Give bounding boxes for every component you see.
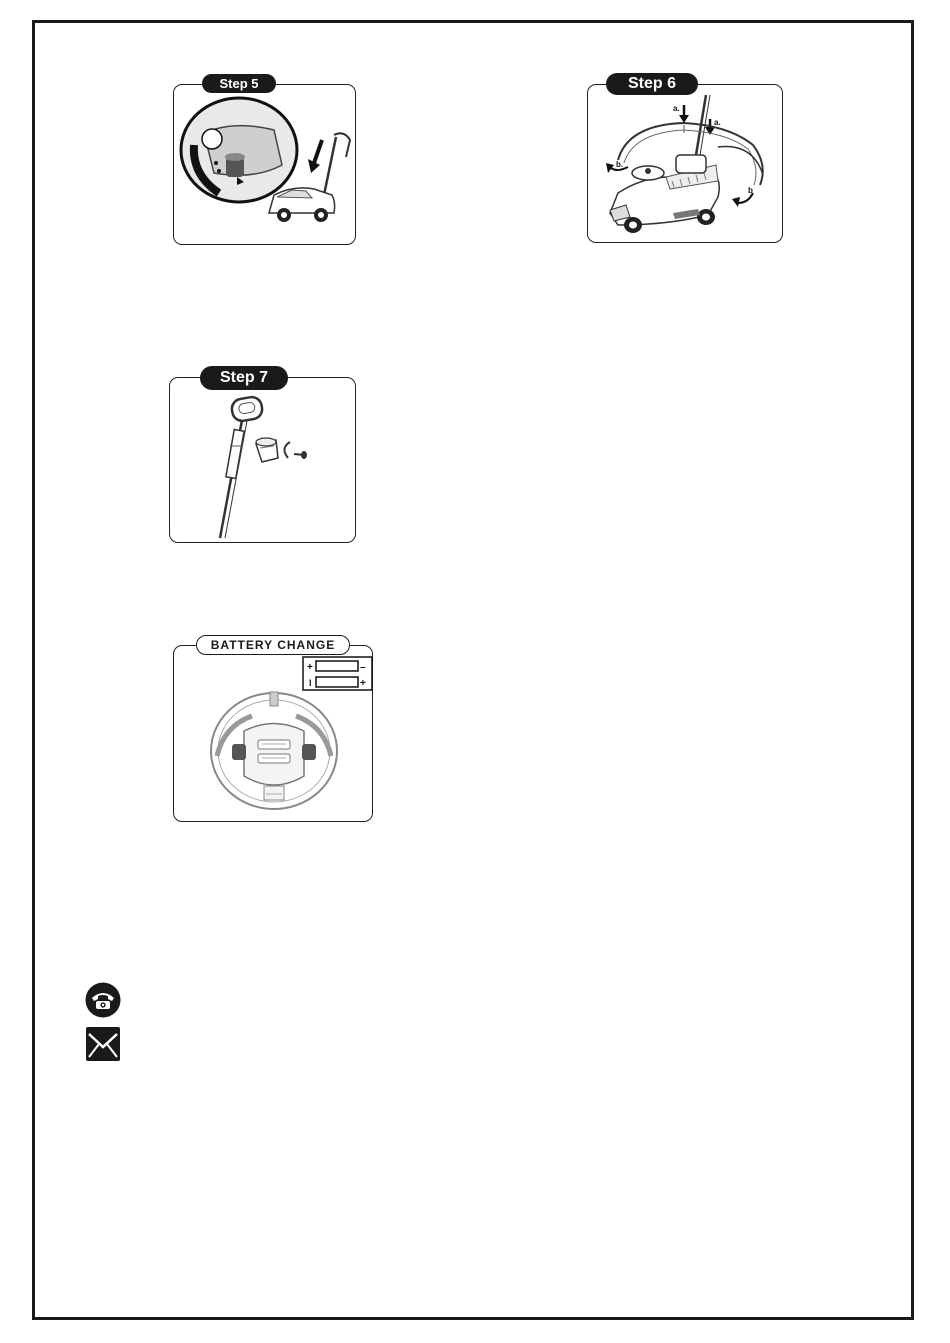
mail-icon <box>86 1027 120 1061</box>
phone-icon <box>85 982 121 1018</box>
step6-marker-a-left: a. <box>673 104 680 113</box>
battery-minus-top: – <box>360 662 366 673</box>
step7-illustration <box>170 378 357 544</box>
step5-illustration <box>174 85 357 246</box>
step5-panel <box>173 76 356 245</box>
steering-wheel-illustration <box>174 646 374 823</box>
step6-marker-a-right: a. <box>714 118 721 127</box>
step7-panel <box>169 369 356 543</box>
step6-panel <box>587 75 783 243</box>
battery-change-label: BATTERY CHANGE <box>196 635 350 655</box>
battery-minus-bottom: I <box>309 678 312 688</box>
step6-marker-b-left: b. <box>616 160 624 169</box>
step6-label: Step 6 <box>606 73 698 95</box>
battery-plus-top: + <box>307 662 313 673</box>
step6-illustration <box>588 85 784 244</box>
battery-change-panel <box>173 638 373 822</box>
step7-label: Step 7 <box>200 366 288 390</box>
step6-marker-b-right: b <box>748 186 753 195</box>
battery-plus-bottom: + <box>360 678 366 689</box>
step5-label: Step 5 <box>202 74 276 93</box>
